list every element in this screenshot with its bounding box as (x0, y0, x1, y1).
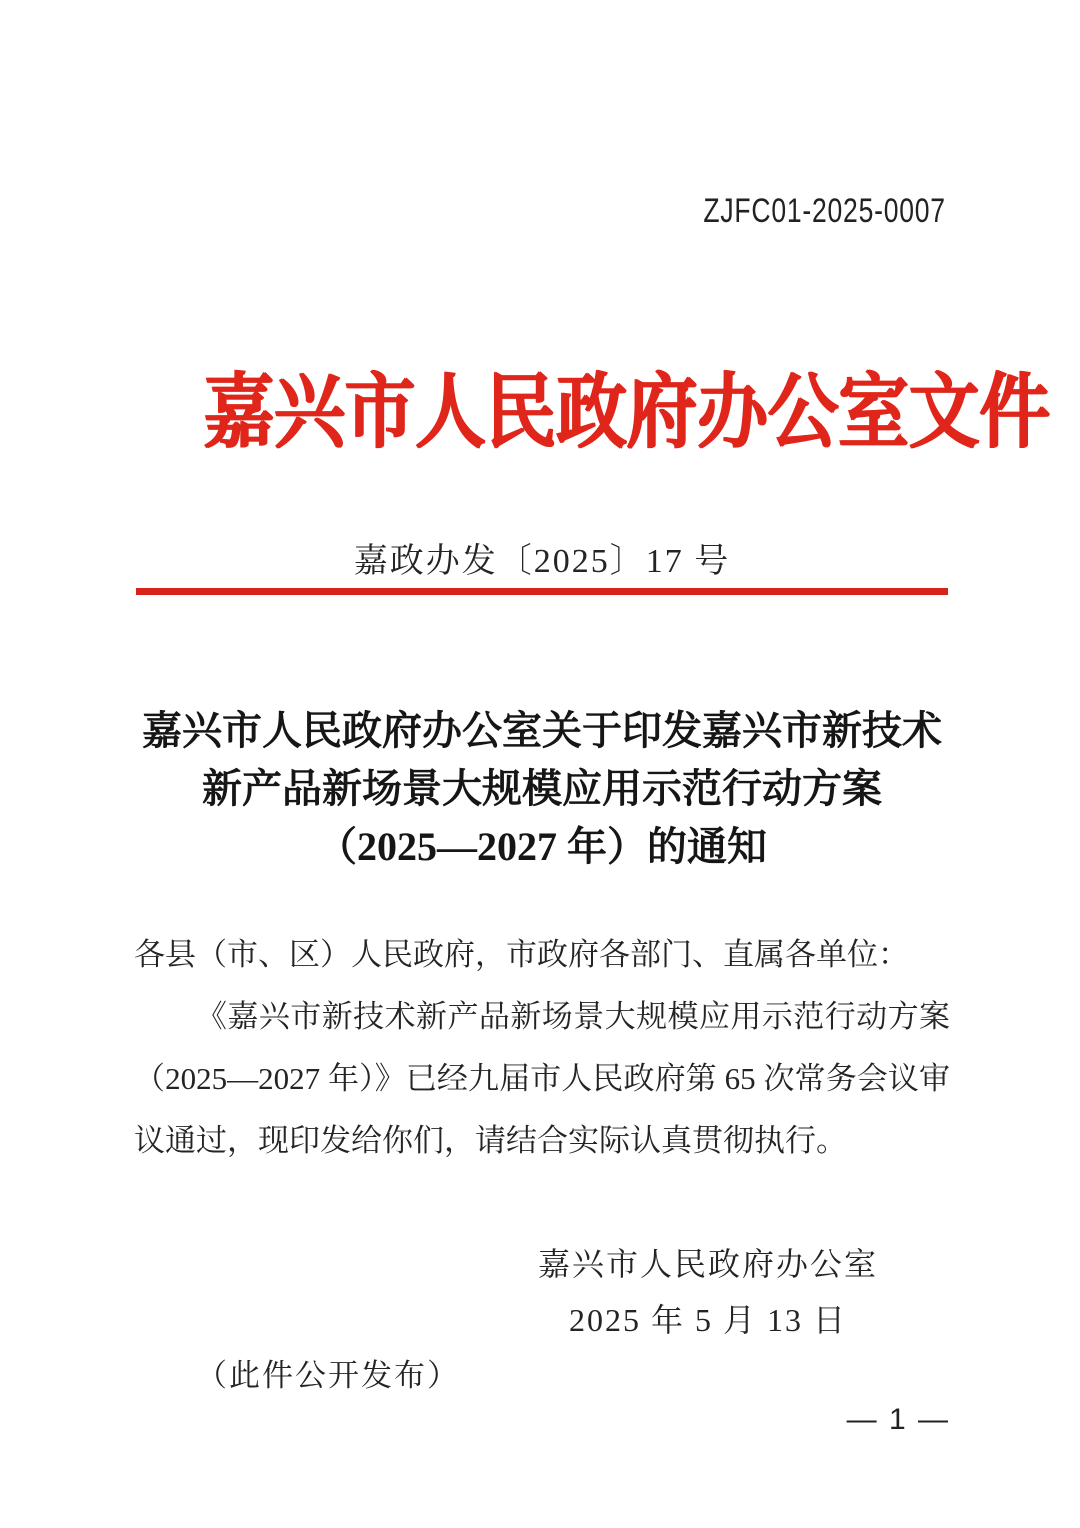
red-divider-line (136, 588, 948, 595)
signature-block (538, 1236, 878, 1348)
signature-date: 2025 年 5 月 13 日 (568, 1302, 847, 1338)
page-number: — 1 — (846, 1403, 950, 1436)
agency-masthead-text: 嘉兴市人民政府办公室文件 (202, 367, 1050, 458)
signer-name: 嘉兴市人民政府办公室 (537, 1246, 878, 1282)
salutation: 各县（市、区）人民政府，市政府各部门、直属各单位： (134, 937, 909, 972)
agency-masthead (134, 365, 1050, 461)
notice-title (134, 702, 950, 876)
doc-index-number-text: ZJFC01-2025-0007 (703, 192, 946, 230)
notice-title-line-1: 嘉兴市人民政府办公室关于印发嘉兴市新技术 (142, 708, 942, 753)
public-release-note: （此件公开发布） (196, 1358, 460, 1393)
issue-number: 嘉政办发〔2025〕17 号 (353, 543, 731, 580)
document-body (134, 924, 950, 1172)
notice-title-line-2: 新产品新场景大规模应用示范行动方案 (202, 766, 882, 811)
notice-title-line-3: （2025—2027 年）的通知 (317, 824, 767, 869)
doc-index-number (134, 193, 946, 229)
body-paragraph: 《嘉兴市新技术新产品新场景大规模应用示范行动方案（2025—2027 年）》已经九届市人民政府第 65 次常务会议审议通过，现印发给你们，请结合实际认真贯彻执行。 (134, 999, 950, 1158)
